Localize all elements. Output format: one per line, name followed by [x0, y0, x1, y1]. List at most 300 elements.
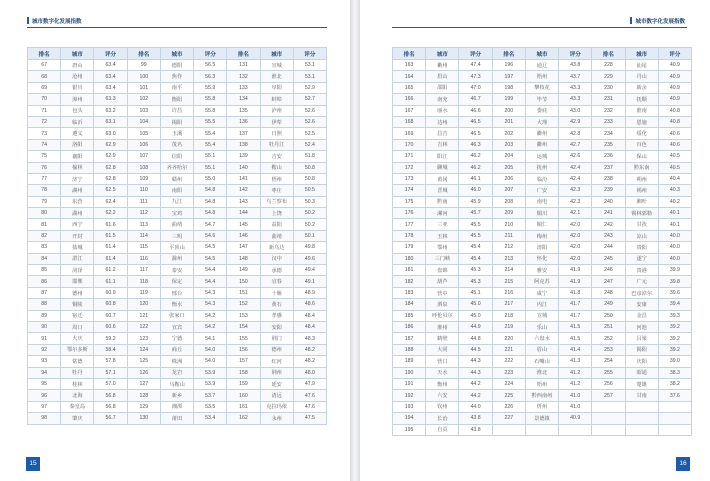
table-cell: 包头 — [61, 105, 94, 116]
table-cell: 196 — [492, 60, 525, 71]
table-cell: 212 — [492, 242, 525, 253]
table-cell: 57.1 — [94, 367, 127, 378]
table-cell: 134 — [227, 94, 260, 105]
table-cell: 汕尾 — [625, 60, 658, 71]
table-cell: 怀化 — [525, 253, 558, 264]
table-cell: 217 — [492, 299, 525, 310]
table-row — [28, 82, 327, 93]
table-cell: 聊城 — [426, 162, 459, 173]
table-cell: 湘潭 — [160, 401, 193, 412]
table-cell: 44.5 — [459, 344, 492, 355]
table-cell: 沧州 — [61, 71, 94, 82]
table-cell: 152 — [227, 299, 260, 310]
table-cell — [492, 424, 525, 435]
table-cell: 40.6 — [658, 128, 691, 139]
table-cell: 揭阳 — [625, 344, 658, 355]
table-cell: 168 — [393, 116, 426, 127]
table-cell: 40.2 — [658, 196, 691, 207]
table-cell: 204 — [492, 151, 525, 162]
table-cell: 137 — [227, 128, 260, 139]
table-cell: 153 — [227, 310, 260, 321]
table-cell: 永州 — [260, 413, 293, 424]
table-cell: 60.9 — [94, 287, 127, 298]
table-cell: 通辽 — [525, 60, 558, 71]
table-cell: 179 — [393, 242, 426, 253]
table-cell: 234 — [592, 128, 625, 139]
table-cell: 197 — [492, 71, 525, 82]
column-header: 城市 — [260, 48, 293, 60]
table-cell: 55.9 — [194, 82, 227, 93]
table-cell: 铜仁 — [525, 219, 558, 230]
table-cell — [592, 424, 625, 435]
table-cell: 97 — [28, 401, 61, 412]
table-cell: 天水 — [426, 367, 459, 378]
table-cell: 243 — [592, 230, 625, 241]
table-cell: 东营 — [61, 196, 94, 207]
table-cell: 40.9 — [559, 413, 592, 424]
table-cell: 238 — [592, 173, 625, 184]
table-row — [393, 265, 692, 276]
table-cell: 215 — [492, 276, 525, 287]
table-cell: 81 — [28, 219, 61, 230]
table-row — [393, 287, 692, 298]
table-row — [28, 128, 327, 139]
table-cell: 42.0 — [559, 230, 592, 241]
table-cell: 玉林 — [426, 230, 459, 241]
table-cell: 吉林 — [426, 139, 459, 150]
table-cell: 175 — [393, 196, 426, 207]
table-cell: 40.8 — [658, 116, 691, 127]
table-row — [28, 105, 327, 116]
table-cell: 黄冈 — [426, 173, 459, 184]
table-cell: 黄石 — [260, 299, 293, 310]
column-header: 排名 — [393, 48, 426, 60]
table-cell: 宣城 — [260, 60, 293, 71]
table-cell: 54.8 — [194, 185, 227, 196]
table-cell: 45.0 — [459, 310, 492, 321]
table-cell: 吉安 — [260, 151, 293, 162]
table-cell: 甘南 — [625, 390, 658, 401]
table-cell: 枣庄 — [260, 185, 293, 196]
table-cell: 恩施 — [625, 116, 658, 127]
table-cell: 42.9 — [559, 116, 592, 127]
table-cell: 252 — [592, 333, 625, 344]
table-cell: 225 — [492, 390, 525, 401]
table-cell: 163 — [393, 60, 426, 71]
table-cell: 240 — [592, 196, 625, 207]
table-cell: 236 — [592, 151, 625, 162]
table-cell: 昌吉 — [426, 128, 459, 139]
table-cell: 吕梁 — [625, 333, 658, 344]
table-cell: 56.5 — [194, 60, 227, 71]
table-row — [393, 344, 692, 355]
table-cell: 48.3 — [293, 333, 326, 344]
column-header: 评分 — [559, 48, 592, 60]
table-cell: 54.2 — [194, 310, 227, 321]
table-cell: 132 — [227, 71, 260, 82]
table-cell: 葫芦 — [426, 276, 459, 287]
table-cell: 235 — [592, 139, 625, 150]
header-bar — [630, 17, 632, 24]
table-row — [393, 151, 692, 162]
table-cell: 45.3 — [459, 276, 492, 287]
table-cell: 38.2 — [658, 378, 691, 389]
column-header: 城市 — [160, 48, 193, 60]
table-cell: 襄阳 — [61, 151, 94, 162]
table-cell: 62.8 — [94, 162, 127, 173]
table-cell: 80 — [28, 208, 61, 219]
table-cell: 40.1 — [658, 208, 691, 219]
table-cell: 223 — [492, 367, 525, 378]
table-cell: 44.3 — [459, 367, 492, 378]
table-cell: 43.7 — [559, 71, 592, 82]
table-cell: 88 — [28, 299, 61, 310]
table-cell: 梧州 — [525, 71, 558, 82]
table-cell: 229 — [592, 71, 625, 82]
table-cell: 42.8 — [559, 128, 592, 139]
table-cell: 绥化 — [625, 128, 658, 139]
table-row — [393, 208, 692, 219]
table-cell: 铜陵 — [61, 299, 94, 310]
table-cell: 41.4 — [559, 344, 592, 355]
table-cell: 德州 — [260, 344, 293, 355]
table-cell: 53.9 — [194, 367, 227, 378]
table-cell: 40.9 — [658, 71, 691, 82]
table-cell: 178 — [393, 230, 426, 241]
table-cell: 乌兰察布 — [260, 196, 293, 207]
table-cell: 50.5 — [293, 185, 326, 196]
table-cell: 泰安 — [160, 265, 193, 276]
table-cell: 41.7 — [559, 310, 592, 321]
table-cell: 52.9 — [293, 82, 326, 93]
table-cell: 147 — [227, 242, 260, 253]
page-header — [27, 17, 82, 25]
table-cell: 221 — [492, 344, 525, 355]
table-cell — [658, 401, 691, 412]
table-cell: 48.9 — [293, 287, 326, 298]
table-cell: 136 — [227, 116, 260, 127]
table-cell: 54.3 — [194, 287, 227, 298]
table-cell: 154 — [227, 321, 260, 332]
table-cell: 63.3 — [94, 94, 127, 105]
table-cell: 湖州 — [61, 208, 94, 219]
table-cell: 46.5 — [459, 116, 492, 127]
table-cell: 177 — [393, 219, 426, 230]
table-row — [28, 401, 327, 412]
table-cell: 常德 — [61, 356, 94, 367]
table-row — [393, 116, 692, 127]
table-cell: 肇庆 — [61, 413, 94, 424]
table-cell: 44.2 — [459, 390, 492, 401]
table-cell: 40.1 — [658, 219, 691, 230]
table-cell: 58.4 — [94, 344, 127, 355]
table-cell: 49.8 — [293, 242, 326, 253]
table-cell — [625, 413, 658, 424]
table-cell: 淮州 — [426, 321, 459, 332]
table-cell: 170 — [393, 139, 426, 150]
table-cell: 40.9 — [658, 60, 691, 71]
table-cell: 40.8 — [658, 105, 691, 116]
table-cell: 运城 — [525, 151, 558, 162]
table-row — [28, 242, 327, 253]
table-cell: 112 — [127, 208, 160, 219]
table-cell: 丽水 — [426, 105, 459, 116]
table-cell: 113 — [127, 219, 160, 230]
table-cell: 164 — [393, 71, 426, 82]
table-cell: 遂宁 — [625, 253, 658, 264]
table-cell: 60.7 — [94, 310, 127, 321]
table-cell: 42.4 — [559, 162, 592, 173]
table-cell: 47.5 — [293, 413, 326, 424]
table-cell: 红河 — [260, 356, 293, 367]
table-cell: 43.0 — [559, 105, 592, 116]
table-cell: 55.5 — [194, 116, 227, 127]
table-cell: 曲靖 — [160, 219, 193, 230]
table-row — [28, 287, 327, 298]
table-cell: 大理 — [525, 116, 558, 127]
table-cell: 149 — [227, 265, 260, 276]
table-cell: 73 — [28, 128, 61, 139]
table-cell: 75 — [28, 151, 61, 162]
table-cell: 253 — [592, 344, 625, 355]
table-cell: 41.2 — [559, 367, 592, 378]
table-row — [393, 128, 692, 139]
table-cell: 46.5 — [459, 128, 492, 139]
table-cell: 47.6 — [293, 390, 326, 401]
table-cell: 三明 — [160, 230, 193, 241]
table-cell: 181 — [393, 265, 426, 276]
table-cell: 50.2 — [293, 208, 326, 219]
table-cell: 52.7 — [293, 94, 326, 105]
table-cell: 39.9 — [658, 265, 691, 276]
table-cell: 125 — [127, 356, 160, 367]
table-cell: 营中 — [426, 287, 459, 298]
table-cell: 庆阳 — [625, 356, 658, 367]
table-cell: 张家口 — [160, 310, 193, 321]
table-cell: 景德镇 — [525, 413, 558, 424]
column-header: 排名 — [127, 48, 160, 60]
table-cell: 牡丹江 — [260, 139, 293, 150]
column-header: 评分 — [94, 48, 127, 60]
table-cell: 大庆 — [61, 333, 94, 344]
table-cell: 127 — [127, 378, 160, 389]
table-cell: 241 — [592, 208, 625, 219]
table-row — [28, 94, 327, 105]
table-cell: 甘孜 — [625, 219, 658, 230]
table-cell: 61.2 — [94, 265, 127, 276]
table-cell: 191 — [393, 378, 426, 389]
table-cell: 115 — [127, 242, 160, 253]
table-cell: 孝感 — [260, 310, 293, 321]
table-cell: 49.4 — [293, 265, 326, 276]
table-cell: 抚顺 — [625, 94, 658, 105]
table-cell: 94 — [28, 367, 61, 378]
table-cell: 六盘水 — [525, 333, 558, 344]
table-cell: 阳江 — [426, 151, 459, 162]
table-cell: 52.4 — [293, 139, 326, 150]
table-cell: 衡州 — [426, 378, 459, 389]
table-cell: 56.8 — [94, 401, 127, 412]
table-cell: 清阳 — [525, 242, 558, 253]
table-cell: 茂名 — [160, 139, 193, 150]
table-cell: 54.7 — [194, 219, 227, 230]
table-cell: 40.5 — [658, 151, 691, 162]
table-cell: 39.2 — [658, 344, 691, 355]
table-cell: 内江 — [525, 299, 558, 310]
table-cell: 龙岩 — [160, 367, 193, 378]
table-cell: 昭通 — [625, 367, 658, 378]
table-cell: 贵阳 — [625, 242, 658, 253]
table-row — [393, 390, 692, 401]
table-cell: 盘锦 — [426, 265, 459, 276]
table-cell: 46.2 — [459, 162, 492, 173]
table-cell: 39.0 — [658, 356, 691, 367]
table-cell: 100 — [127, 71, 160, 82]
table-cell: 丹山 — [625, 71, 658, 82]
table-cell: 45.0 — [459, 299, 492, 310]
table-cell: 银川 — [61, 82, 94, 93]
table-cell: 汉中 — [260, 253, 293, 264]
table-cell: 48.0 — [293, 367, 326, 378]
table-cell: 201 — [492, 116, 525, 127]
table-cell: 62.2 — [94, 208, 127, 219]
table-cell: 43.3 — [559, 82, 592, 93]
table-cell: 129 — [127, 401, 160, 412]
table-cell: 54.0 — [194, 356, 227, 367]
table-cell: 54.4 — [194, 276, 227, 287]
table-cell: 54.2 — [194, 321, 227, 332]
table-cell: 锡州 — [625, 185, 658, 196]
table-cell: 199 — [492, 94, 525, 105]
table-cell: 54.3 — [194, 299, 227, 310]
table-cell: 195 — [393, 424, 426, 435]
table-cell: 阜阳 — [260, 82, 293, 93]
ranking-table-left — [27, 47, 327, 425]
table-cell: 69 — [28, 82, 61, 93]
table-cell: 伊犁 — [260, 116, 293, 127]
table-cell: 46.3 — [459, 139, 492, 150]
table-cell: 梧州 — [260, 173, 293, 184]
table-cell: 50.3 — [293, 196, 326, 207]
header-title: 城市数字化发展指数 — [635, 19, 685, 25]
table-cell: 45.7 — [459, 208, 492, 219]
table-cell: 62.9 — [94, 139, 127, 150]
table-cell: 247 — [592, 276, 625, 287]
table-cell: 湛江 — [61, 253, 94, 264]
table-cell: 42.3 — [559, 185, 592, 196]
table-cell: 151 — [227, 287, 260, 298]
table-cell: 保山 — [625, 151, 658, 162]
table-cell: 105 — [127, 128, 160, 139]
table-cell: 开封 — [61, 230, 94, 241]
right-page — [360, 0, 710, 481]
table-row — [28, 139, 327, 150]
column-header: 评分 — [194, 48, 227, 60]
table-cell: 61.4 — [94, 253, 127, 264]
table-row — [28, 219, 327, 230]
table-cell: 43.8 — [459, 424, 492, 435]
table-cell — [525, 424, 558, 435]
table-cell: 45.1 — [459, 287, 492, 298]
column-header: 评分 — [658, 48, 691, 60]
table-cell: 87 — [28, 287, 61, 298]
table-cell: 57.0 — [94, 378, 127, 389]
table-cell: 衡水 — [160, 299, 193, 310]
table-row — [393, 173, 692, 184]
table-cell: 酒泉 — [426, 299, 459, 310]
table-cell: 126 — [127, 367, 160, 378]
table-cell: 79 — [28, 196, 61, 207]
table-cell: 45.5 — [459, 219, 492, 230]
table-cell: 50.8 — [293, 173, 326, 184]
table-cell: 67 — [28, 60, 61, 71]
table-cell: 楚雄 — [625, 378, 658, 389]
table-cell: 42.7 — [559, 139, 592, 150]
table-cell: 90 — [28, 321, 61, 332]
table-cell: 57.8 — [94, 356, 127, 367]
table-cell: 44.3 — [459, 356, 492, 367]
table-cell: 雅安 — [525, 265, 558, 276]
table-cell: 攀枝花 — [525, 82, 558, 93]
table-cell: 224 — [492, 378, 525, 389]
table-cell: 63.4 — [94, 82, 127, 93]
table-cell: 桂林 — [61, 378, 94, 389]
table-row — [28, 276, 327, 287]
table-row — [393, 105, 692, 116]
table-cell: 53.5 — [194, 401, 227, 412]
table-cell: 鹤壁 — [426, 333, 459, 344]
table-cell: 45.9 — [459, 196, 492, 207]
table-cell: 56.8 — [94, 390, 127, 401]
table-cell: 达州 — [426, 116, 459, 127]
header-rule — [392, 27, 687, 28]
table-cell: 222 — [492, 356, 525, 367]
table-cell: 晋城 — [426, 185, 459, 196]
table-cell: 213 — [492, 253, 525, 264]
table-row — [28, 356, 327, 367]
table-cell: 41.8 — [559, 287, 592, 298]
table-cell: 39.3 — [658, 310, 691, 321]
table-cell: 41.0 — [559, 390, 592, 401]
table-cell: 78 — [28, 185, 61, 196]
table-cell: 106 — [127, 139, 160, 150]
table-cell: 239 — [592, 185, 625, 196]
table-cell: 180 — [393, 253, 426, 264]
table-cell: 忻州 — [525, 401, 558, 412]
table-cell: 220 — [492, 333, 525, 344]
table-cell: 54.4 — [194, 265, 227, 276]
table-cell: 承德 — [260, 265, 293, 276]
page-number: 16 — [676, 457, 690, 471]
table-cell: 漳州 — [61, 94, 94, 105]
column-header: 城市 — [426, 48, 459, 60]
table-cell: 111 — [127, 196, 160, 207]
table-row — [28, 367, 327, 378]
table-cell: 124 — [127, 344, 160, 355]
table-cell: 南充 — [426, 94, 459, 105]
table-cell: 226 — [492, 401, 525, 412]
table-cell: 42.4 — [559, 173, 592, 184]
table-cell: 119 — [127, 287, 160, 298]
table-row — [393, 94, 692, 105]
table-cell: 227 — [492, 413, 525, 424]
table-row — [28, 390, 327, 401]
table-cell: 202 — [492, 128, 525, 139]
table-cell: 48.4 — [293, 310, 326, 321]
table-cell: 41.7 — [559, 299, 592, 310]
table-cell: 马鞍山 — [160, 378, 193, 389]
table-cell: 48.6 — [293, 299, 326, 310]
